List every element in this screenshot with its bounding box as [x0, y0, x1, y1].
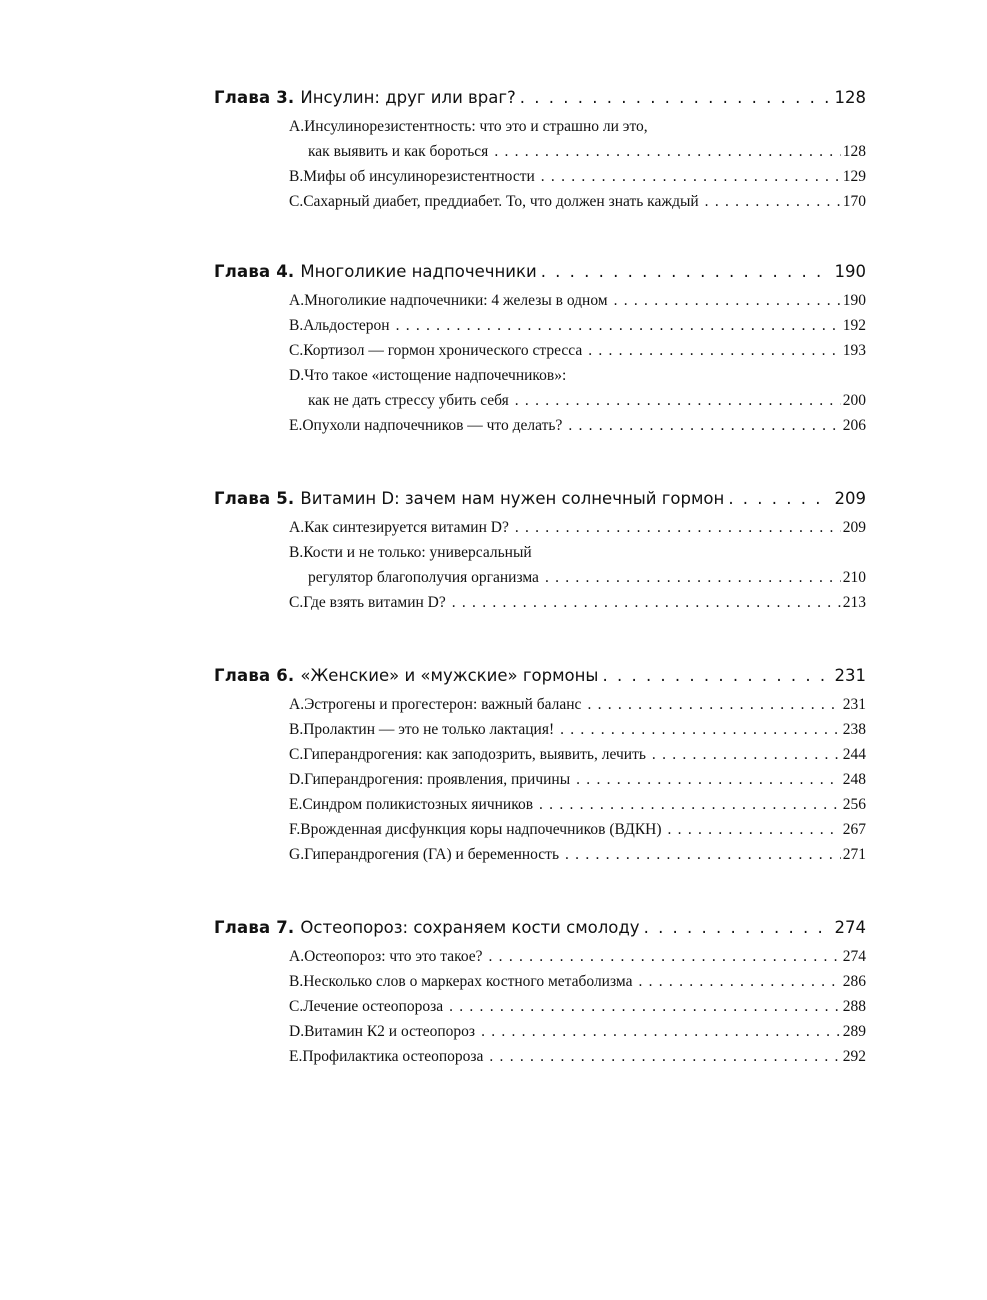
section-page-number: 271: [842, 846, 866, 863]
section-entry[interactable]: [289, 771, 866, 796]
section-letter: C.: [289, 746, 304, 763]
section-page-number: 289: [842, 1023, 866, 1040]
section-entry[interactable]: [289, 317, 866, 342]
chapter-title: «Женские» и «мужские» гормоны: [300, 666, 599, 685]
dot-leader: [614, 292, 841, 310]
section-entry-continuation[interactable]: [289, 392, 866, 417]
section-title: Синдром поликистозных яичников: [302, 796, 534, 813]
section-title: Кости и не только: универсальный: [303, 544, 532, 561]
chapter-heading[interactable]: [214, 88, 866, 118]
chapter-page-number: 274: [834, 918, 866, 937]
dot-leader: [541, 168, 841, 186]
section-page-number: 193: [842, 342, 866, 359]
section-title: Витамин К2 и остеопороз: [304, 1023, 476, 1040]
section-entry[interactable]: [289, 519, 866, 544]
section-entry-continuation[interactable]: [289, 569, 866, 594]
section-entry[interactable]: [289, 417, 866, 442]
section-page-number: 206: [842, 417, 866, 434]
dot-leader: [541, 262, 831, 281]
chapter-page-number: 231: [834, 666, 866, 685]
section-entry[interactable]: [289, 846, 866, 871]
section-letter: C.: [289, 998, 304, 1015]
dot-leader: [565, 846, 841, 864]
dot-leader: [638, 973, 840, 991]
section-page-number: 213: [842, 594, 866, 611]
section-title: Мифы об инсулинорезистентности: [303, 168, 535, 185]
chapter-block: [214, 666, 866, 871]
section-page-number: 267: [842, 821, 866, 838]
chapter-title: Остеопороз: сохраняем кости смолоду: [300, 918, 640, 937]
table-of-contents: [214, 88, 866, 1117]
section-letter: G.: [289, 846, 305, 863]
section-title: Лечение остеопороза: [303, 998, 444, 1015]
section-letter: B.: [289, 973, 304, 990]
section-entry[interactable]: [289, 118, 866, 143]
chapter-page-number: 209: [834, 489, 866, 508]
dot-leader: [520, 88, 831, 107]
section-title: Гиперандрогения: как заподозрить, выявить, лечить: [303, 746, 646, 763]
dot-leader: [494, 143, 840, 161]
section-entry[interactable]: [289, 544, 866, 569]
dot-leader: [587, 696, 840, 714]
chapter-label: Глава 6.: [214, 666, 295, 685]
section-title: Гиперандрогения: проявления, причины: [304, 771, 571, 788]
section-title-continued: как выявить и как бороться: [308, 143, 489, 160]
section-title: Врожденная дисфункция коры надпочечников (ВДКН): [300, 821, 662, 838]
section-page-number: 170: [842, 193, 866, 210]
section-page-number: 292: [842, 1048, 866, 1065]
section-title: Сахарный диабет, преддиабет. То, что должен знать каждый: [303, 193, 699, 210]
chapter-title: Многоликие надпочечники: [300, 262, 537, 281]
chapter-heading[interactable]: [214, 666, 866, 696]
section-letter: C.: [289, 193, 304, 210]
section-entry[interactable]: [289, 973, 866, 998]
section-page-number: 209: [842, 519, 866, 536]
section-page-number: 210: [842, 569, 866, 586]
section-title: Опухоли надпочечников — что делать?: [302, 417, 563, 434]
dot-leader: [545, 569, 841, 587]
section-title: Инсулинорезистентность: что это и страшно ли это,: [304, 118, 648, 135]
dot-leader: [602, 666, 830, 685]
dot-leader: [576, 771, 841, 789]
section-letter: B.: [289, 317, 304, 334]
section-page-number: 238: [842, 721, 866, 738]
section-entry[interactable]: [289, 998, 866, 1023]
dot-leader: [588, 342, 841, 360]
dot-leader: [396, 317, 841, 335]
section-page-number: 256: [842, 796, 866, 813]
section-letter: C.: [289, 342, 304, 359]
section-list: [289, 118, 866, 218]
dot-leader: [644, 918, 831, 937]
section-list: [289, 696, 866, 871]
section-title: Остеопороз: что это такое?: [304, 948, 483, 965]
section-entry[interactable]: [289, 796, 866, 821]
section-title: Пролактин — это не только лактация!: [303, 721, 555, 738]
dot-leader: [705, 193, 841, 211]
section-title: Эстрогены и прогестерон: важный баланс: [304, 696, 582, 713]
dot-leader: [515, 519, 841, 537]
dot-leader: [449, 998, 841, 1016]
chapter-title: Витамин D: зачем нам нужен солнечный гормон: [300, 489, 725, 508]
section-letter: A.: [289, 696, 305, 713]
dot-leader: [560, 721, 841, 739]
section-list: [289, 292, 866, 442]
chapter-heading[interactable]: [214, 489, 866, 519]
section-letter: C.: [289, 594, 304, 611]
section-entry[interactable]: [289, 594, 866, 619]
section-letter: E.: [289, 417, 303, 434]
chapter-block: [214, 88, 866, 218]
dot-leader: [515, 392, 841, 410]
section-page-number: 231: [842, 696, 866, 713]
section-entry[interactable]: [289, 821, 866, 846]
chapter-block: [214, 489, 866, 619]
section-page-number: 248: [842, 771, 866, 788]
section-title: Кортизол — гормон хронического стресса: [303, 342, 583, 359]
section-entry[interactable]: [289, 696, 866, 721]
section-entry[interactable]: [289, 342, 866, 367]
dot-leader: [452, 594, 841, 612]
section-letter: A.: [289, 948, 305, 965]
section-entry[interactable]: [289, 1048, 866, 1073]
chapter-page-number: 128: [834, 88, 866, 107]
section-title: Как синтезируется витамин D?: [304, 519, 509, 536]
section-letter: B.: [289, 544, 304, 561]
section-entry[interactable]: [289, 746, 866, 771]
chapter-label: Глава 3.: [214, 88, 295, 107]
chapter-label: Глава 5.: [214, 489, 295, 508]
section-letter: E.: [289, 1048, 303, 1065]
chapter-heading[interactable]: [214, 918, 866, 948]
dot-leader: [489, 948, 841, 966]
section-page-number: 192: [842, 317, 866, 334]
section-letter: B.: [289, 168, 304, 185]
chapter-label: Глава 4.: [214, 262, 295, 281]
section-entry[interactable]: [289, 721, 866, 746]
section-title: Гиперандрогения (ГА) и беременность: [304, 846, 560, 863]
section-letter: A.: [289, 292, 305, 309]
section-letter: D.: [289, 771, 305, 788]
dot-leader: [481, 1023, 841, 1041]
dot-leader: [489, 1048, 840, 1066]
section-letter: D.: [289, 367, 305, 384]
section-letter: B.: [289, 721, 304, 738]
section-page-number: 274: [842, 948, 866, 965]
section-entry[interactable]: [289, 168, 866, 193]
section-entry[interactable]: [289, 367, 866, 392]
section-letter: F.: [289, 821, 301, 838]
section-title: Где взять витамин D?: [303, 594, 446, 611]
section-entry[interactable]: [289, 1023, 866, 1048]
section-entry[interactable]: [289, 948, 866, 973]
section-list: [289, 948, 866, 1073]
section-page-number: 190: [842, 292, 866, 309]
section-entry-continuation[interactable]: [289, 143, 866, 168]
section-entry[interactable]: [289, 292, 866, 317]
dot-leader: [728, 489, 830, 508]
dot-leader: [568, 417, 840, 435]
section-letter: A.: [289, 118, 305, 135]
section-title: Профилактика остеопороза: [302, 1048, 484, 1065]
section-title: Что такое «истощение надпочечников»:: [304, 367, 567, 384]
section-entry[interactable]: [289, 193, 866, 218]
chapter-block: [214, 918, 866, 1073]
section-title: Несколько слов о маркерах костного метаболизма: [303, 973, 633, 990]
section-letter: A.: [289, 519, 305, 536]
section-title-continued: регулятор благополучия организма: [308, 569, 539, 586]
chapter-page-number: 190: [834, 262, 866, 281]
section-letter: D.: [289, 1023, 305, 1040]
section-page-number: 244: [842, 746, 866, 763]
section-page-number: 200: [842, 392, 866, 409]
section-page-number: 129: [842, 168, 866, 185]
dot-leader: [668, 821, 841, 839]
chapter-label: Глава 7.: [214, 918, 295, 937]
dot-leader: [652, 746, 841, 764]
section-title: Многоликие надпочечники: 4 железы в одном: [304, 292, 608, 309]
section-page-number: 128: [842, 143, 866, 160]
section-letter: E.: [289, 796, 303, 813]
section-list: [289, 519, 866, 619]
chapter-title: Инсулин: друг или враг?: [300, 88, 516, 107]
section-title-continued: как не дать стрессу убить себя: [308, 392, 509, 409]
chapter-block: [214, 262, 866, 442]
section-page-number: 288: [842, 998, 866, 1015]
section-page-number: 286: [842, 973, 866, 990]
chapter-heading[interactable]: [214, 262, 866, 292]
dot-leader: [539, 796, 841, 814]
section-title: Альдостерон: [303, 317, 390, 334]
